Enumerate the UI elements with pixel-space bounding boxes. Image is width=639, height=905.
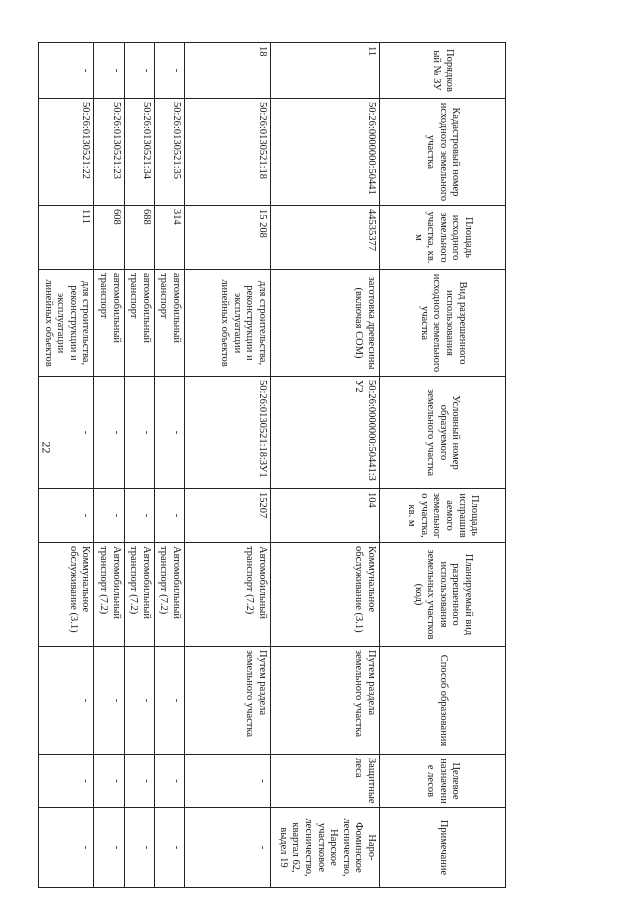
cell-source-area: 314 — [154, 206, 184, 270]
cell-planned-use: Коммунальное обслуживание (3.1) — [271, 543, 380, 647]
header-source-use: Вид разрешенного использования исходного земельного участка — [380, 270, 506, 377]
cell-requested-area: - — [154, 489, 184, 543]
cell-forest-purpose: - — [154, 755, 184, 808]
cell-note: - — [39, 808, 94, 888]
cell-new-plot-number: 50:26:0130521:18:ЗУ1 — [185, 377, 271, 489]
cell-source-use: заготовка древесины (включая СОМ) — [271, 270, 380, 377]
cell-plot-number: - — [39, 43, 94, 99]
cell-planned-use: Коммунальное обслуживание (3.1) — [39, 543, 94, 647]
table-row — [271, 43, 380, 888]
table-row — [185, 43, 271, 888]
cell-plot-number: 18 — [185, 43, 271, 99]
cell-new-plot-number: 50:26:0000000:50441:ЗУ2 — [271, 377, 380, 489]
cell-cadastral-number: 50:26:0130521:23 — [94, 99, 124, 206]
table-row — [39, 43, 94, 888]
cell-new-plot-number: - — [124, 377, 154, 489]
cell-source-area: 608 — [94, 206, 124, 270]
cell-new-plot-number: - — [39, 377, 94, 489]
cell-planned-use: Автомобильный транспорт (7.2) — [154, 543, 184, 647]
cell-cadastral-number: 50:26:0130521:35 — [154, 99, 184, 206]
cell-formation-method: - — [154, 647, 184, 755]
cell-forest-purpose: - — [185, 755, 271, 808]
cell-note: - — [124, 808, 154, 888]
header-row — [380, 43, 506, 888]
cell-plot-number: - — [94, 43, 124, 99]
header-formation-method: Способ образования — [380, 647, 506, 755]
cell-requested-area: - — [94, 489, 124, 543]
cell-source-use: для строительства, реконструкции и эксплуатации линейных объектов — [39, 270, 94, 377]
cell-source-area: 688 — [124, 206, 154, 270]
cell-note: - — [94, 808, 124, 888]
cell-source-use: автомобильный транспорт — [154, 270, 184, 377]
cell-source-area: 111 — [39, 206, 94, 270]
cell-planned-use: Автомобильный транспорт (7.2) — [124, 543, 154, 647]
cell-plot-number: - — [154, 43, 184, 99]
table-row — [154, 43, 184, 888]
header-source-area: Площадь исходного земельного участка, кв. м — [380, 206, 506, 270]
cell-note: - — [185, 808, 271, 888]
land-plot-table-sheet — [42, 42, 506, 887]
cell-forest-purpose: Защитные леса — [271, 755, 380, 808]
cell-formation-method: Путем раздела земельного участка — [185, 647, 271, 755]
cell-cadastral-number: 50:26:0130521:22 — [39, 99, 94, 206]
cell-requested-area: 15207 — [185, 489, 271, 543]
cell-source-use: автомобильный транспорт — [94, 270, 124, 377]
cell-source-area: 44535377 — [271, 206, 380, 270]
cell-plot-number: - — [124, 43, 154, 99]
cell-planned-use: Автомобильный транспорт (7.2) — [94, 543, 124, 647]
cell-source-use: автомобильный транспорт — [124, 270, 154, 377]
cell-formation-method: Путем раздела земельного участка — [271, 647, 380, 755]
header-planned-use: Планируемый вид разрешенного использования земельных участков (код) — [380, 543, 506, 647]
page-number: 22 — [39, 441, 54, 454]
cell-forest-purpose: - — [94, 755, 124, 808]
header-requested-area: Площадь испрашиваемого земельного участка, кв. м — [380, 489, 506, 543]
cell-forest-purpose: - — [124, 755, 154, 808]
cell-formation-method: - — [94, 647, 124, 755]
cell-note: Наро-Фоминское лесничество, Нарское участковое лесничество, квартал 62, выдел 19 — [271, 808, 380, 888]
header-new-plot-number: Условный номер образуемого земельного участка — [380, 377, 506, 489]
cell-note: - — [154, 808, 184, 888]
cell-formation-method: - — [39, 647, 94, 755]
cell-requested-area: - — [39, 489, 94, 543]
cell-cadastral-number: 50:26:0130521:34 — [124, 99, 154, 206]
header-forest-purpose: Целевое назначение лесов — [380, 755, 506, 808]
cell-new-plot-number: - — [94, 377, 124, 489]
cell-requested-area: - — [124, 489, 154, 543]
header-note: Примечание — [380, 808, 506, 888]
header-plot-number: Порядковый № ЗУ — [380, 43, 506, 99]
cell-source-area: 15 208 — [185, 206, 271, 270]
header-cadastral-number: Кадастровый номер исходного земельного участка — [380, 99, 506, 206]
cell-new-plot-number: - — [154, 377, 184, 489]
table-row — [94, 43, 124, 888]
land-plot-table — [38, 42, 506, 888]
cell-requested-area: 104 — [271, 489, 380, 543]
cell-cadastral-number: 50:26:0130521:18 — [185, 99, 271, 206]
cell-plot-number: 11 — [271, 43, 380, 99]
cell-cadastral-number: 50:26:0000000:50441 — [271, 99, 380, 206]
cell-forest-purpose: - — [39, 755, 94, 808]
cell-planned-use: Автомобильный транспорт (7.2) — [185, 543, 271, 647]
table-row — [124, 43, 154, 888]
cell-source-use: для строительства, реконструкции и эксплуатации линейных объектов — [185, 270, 271, 377]
cell-formation-method: - — [124, 647, 154, 755]
